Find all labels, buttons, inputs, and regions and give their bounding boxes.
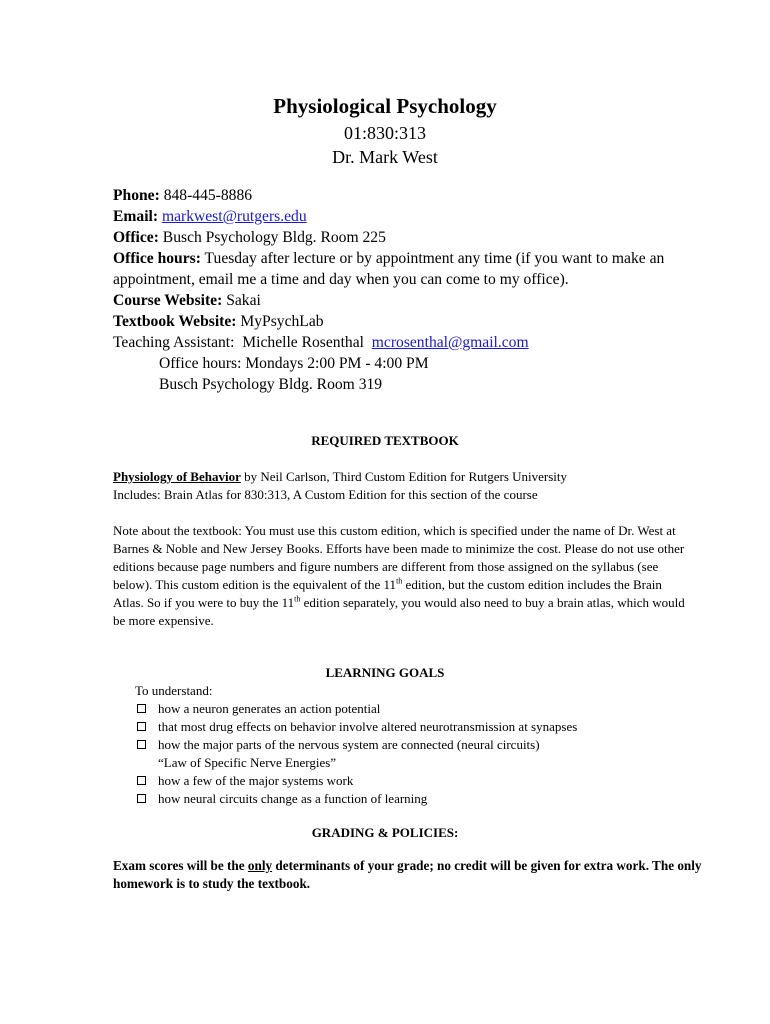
list-item — [135, 700, 695, 718]
grading-text-1: Exam scores will be the — [113, 858, 248, 873]
textbook-note — [113, 522, 693, 630]
ta-email-link[interactable]: mcrosenthal@gmail.com — [371, 334, 529, 351]
checkbox-bullet-icon — [137, 722, 146, 731]
email-label: Email: — [113, 208, 159, 225]
course-website-label: Course Website: — [113, 292, 223, 309]
goals-intro: To understand: — [135, 683, 213, 698]
ta-office-location: Busch Psychology Bldg. Room 319 — [159, 376, 383, 393]
ta-row — [113, 332, 693, 353]
contact-info — [113, 185, 693, 395]
phone-row — [113, 185, 693, 206]
phone-value: 848-445-8886 — [163, 187, 253, 204]
textbook-website-row — [113, 311, 693, 332]
page-title: Physiological Psychology — [273, 94, 497, 118]
email-link[interactable]: markwest@rutgers.edu — [161, 208, 307, 225]
ta-office-hours: Office hours: Mondays 2:00 PM - 4:00 PM — [159, 355, 429, 372]
email-row — [113, 206, 693, 227]
book-title: Physiology of Behavior — [113, 469, 241, 484]
grading-emphasis: only — [247, 858, 273, 873]
list-item — [135, 772, 695, 790]
note-text-2: edition, but the custom edition includes the Brain Atlas. So if you were to buy the 11 — [113, 577, 662, 610]
book-includes: Includes: Brain Atlas for 830:313, A Custom Edition for this section of the course — [113, 487, 538, 502]
phone-label: Phone: — [113, 187, 160, 204]
office-row — [113, 227, 693, 248]
office-hours-value: Tuesday after lecture or by appointment any time (if you want to make an appointment, email me a time and day when you can come to my office). — [113, 250, 665, 288]
grading-statement — [113, 857, 703, 893]
note-text-1: Note about the textbook: You must use this custom edition, which is specified under the name of Dr. West at Barnes & Noble and New Jersey Books. Efforts have been made to minimize the cost. Please do not use other editions because page numbers and figure numbers are different from those assigned on the syllabus (see below). This custom edition is the equivalent of the 11 — [113, 523, 685, 592]
textbook-heading: REQUIRED TEXTBOOK — [311, 433, 459, 448]
book-details: by Neil Carlson, Third Custom Edition for Rutgers University — [240, 469, 568, 484]
note-sup-1: th — [396, 576, 403, 586]
course-website-value: Sakai — [226, 292, 261, 309]
checkbox-bullet-icon — [137, 704, 146, 713]
textbook-website-value: MyPsychLab — [240, 313, 324, 330]
ta-label: Teaching Assistant: — [113, 334, 235, 351]
office-value: Busch Psychology Bldg. Room 225 — [162, 229, 386, 246]
checkbox-bullet-icon — [137, 776, 146, 785]
checkbox-bullet-icon — [137, 740, 146, 749]
office-hours-row — [113, 248, 693, 290]
office-hours-label: Office hours: — [113, 250, 201, 267]
textbook-website-label: Textbook Website: — [113, 313, 237, 330]
goal-continuation: “Law of Specific Nerve Energies” — [158, 755, 337, 770]
learning-goals-list — [135, 682, 695, 808]
note-text-3: edition separately, you would also need to buy a brain atlas, which would be more expensive. — [113, 595, 685, 628]
list-item — [135, 736, 695, 754]
checkbox-bullet-icon — [137, 794, 146, 803]
course-code: 01:830:313 — [343, 123, 426, 143]
ta-name: Michelle Rosenthal — [242, 334, 364, 351]
learning-goals-heading: LEARNING GOALS — [325, 665, 445, 680]
note-sup-2: th — [294, 594, 301, 604]
list-item — [135, 790, 695, 808]
course-website-row — [113, 290, 693, 311]
grading-text-2: determinants of your grade; no credit will be given for extra work. The only homework is to study the textbook. — [113, 858, 702, 891]
office-label: Office: — [113, 229, 159, 246]
goal-text: how the major parts of the nervous system are connected (neural circuits) — [158, 737, 540, 752]
goal-text: how a neuron generates an action potential — [158, 701, 381, 716]
goal-text: how a few of the major systems work — [158, 773, 354, 788]
grading-heading: GRADING & POLICIES: — [311, 825, 459, 840]
list-item — [135, 718, 695, 736]
goal-text: how neural circuits change as a function of learning — [158, 791, 428, 806]
instructor-name: Dr. Mark West — [332, 147, 438, 167]
goal-text: that most drug effects on behavior involve altered neurotransmission at synapses — [158, 719, 578, 734]
textbook-citation — [113, 468, 693, 504]
